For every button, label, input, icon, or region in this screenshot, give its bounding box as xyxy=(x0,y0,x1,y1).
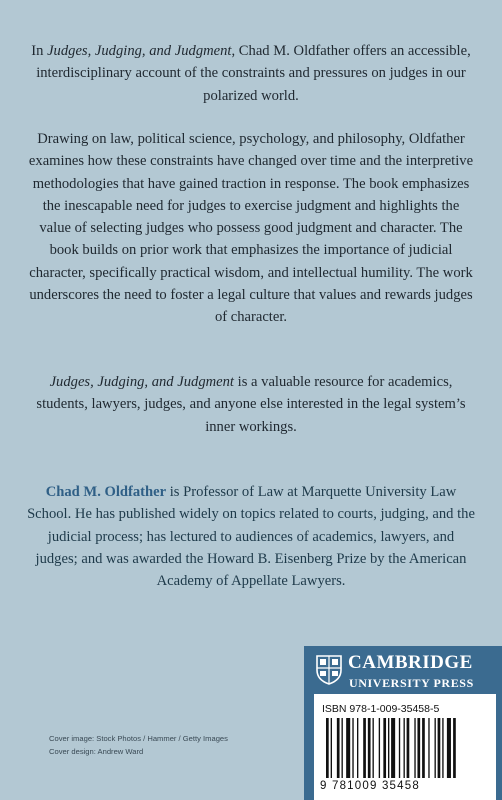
blurb-p3-text: is a valuable resource for academics, students, lawyers, judges, and anyone else interested in the legal system’s inner workings. xyxy=(36,374,466,435)
barcode-bar xyxy=(438,718,441,778)
blurb-prefix: In xyxy=(31,43,48,59)
barcode-bar xyxy=(391,718,395,778)
barcode-bar xyxy=(326,718,329,778)
blurb-paragraph-1 xyxy=(26,40,476,107)
blurb-p1-text: , Chad M. Oldfather offers an accessible, interdisciplinary account of the constraints and pressures on judges in our polarized world. xyxy=(36,43,471,104)
barcode-bar xyxy=(342,718,343,778)
barcode-bar xyxy=(414,718,415,778)
barcode-bar xyxy=(357,718,358,778)
barcode-bar xyxy=(383,718,386,778)
author-bio-text: is Professor of Law at Marquette University Law School. He has published widely on topics related to courts, judging, and the judicial process; has lectured to audiences of academics, lawyers, and judges; and was awarded the Howard B. Eisenberg Prize by the American Academy of Appellate Lawyers. xyxy=(27,484,475,590)
barcode-bar xyxy=(404,718,405,778)
barcode-bar xyxy=(337,718,340,778)
barcode-bar xyxy=(442,718,443,778)
isbn-label: ISBN 978-1-009-35458-5 xyxy=(322,703,440,715)
barcode-bar xyxy=(368,718,371,778)
barcode-icon xyxy=(326,718,490,786)
barcode-digits: 9 781009 35458 xyxy=(320,780,420,792)
barcode-bar xyxy=(435,718,436,778)
publisher-subtitle: UNIVERSITY PRESS xyxy=(349,676,474,690)
barcode-bar xyxy=(407,718,410,778)
barcode-bar xyxy=(417,718,420,778)
barcode-bar xyxy=(331,718,332,778)
author-name: Chad M. Oldfather xyxy=(45,484,167,500)
cover-design-credit: Cover design: Andrew Ward xyxy=(49,747,144,756)
barcode-bar xyxy=(363,718,366,778)
barcode-bar xyxy=(373,718,374,778)
barcode-bar xyxy=(352,718,353,778)
author-bio xyxy=(26,481,476,592)
blurb-paragraph-3 xyxy=(26,371,476,438)
barcode-bar xyxy=(379,718,380,778)
publisher-name: CAMBRIDGE xyxy=(348,652,473,673)
book-title-italic: Judges, Judging, and Judgment xyxy=(47,43,232,59)
cover-credits xyxy=(49,732,228,758)
barcode-bar xyxy=(453,718,456,778)
cover-image-credit: Cover image: Stock Photos / Hammer / Getty Images xyxy=(49,734,228,743)
barcode-bar xyxy=(346,718,350,778)
barcode-bar xyxy=(428,718,429,778)
barcode-bar xyxy=(422,718,425,778)
barcode-bar xyxy=(447,718,451,778)
book-title-italic: Judges, Judging, and Judgment xyxy=(49,374,234,390)
barcode-panel xyxy=(314,694,496,800)
barcode-bar xyxy=(399,718,400,778)
barcode-bar xyxy=(388,718,389,778)
blurb-paragraph-2: Drawing on law, political science, psychology, and philosophy, Oldfather examines how these constraints have changed over time and the interpretive methodologies that have gained traction in response. The book emphasizes the inescapable need for judges to exercise judgment and highlights the value of selecting judges who possess good judgment and character. The book builds on prior work that emphasizes the importance of judicial character, specifically practical wisdom, and intellectual humility. The work underscores the need to foster a legal culture that values and rewards judges of character. xyxy=(28,131,474,326)
cambridge-crest-icon xyxy=(316,655,342,685)
